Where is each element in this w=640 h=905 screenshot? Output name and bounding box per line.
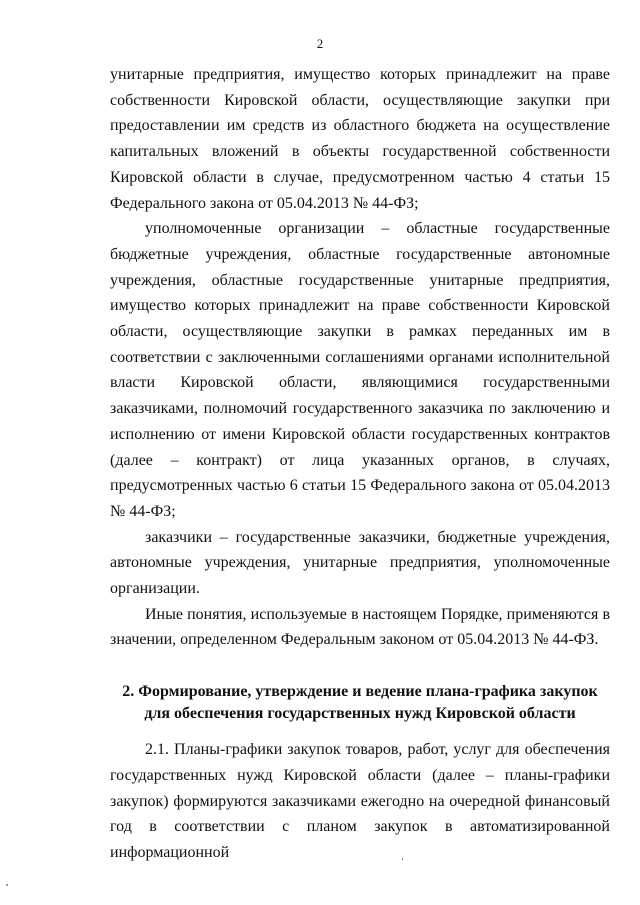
paragraph-2-1: 2.1. Планы-графики закупок товаров, работ, услуг для обеспечения государственных нужд Кировской области (далее – планы-графики закупок) формируются заказчиками ежегодно на очередной финансовый год в соответствии с планом закупок в автоматизированной информационной: [110, 741, 610, 861]
paragraph-customers: заказчики – государственные заказчики, бюджетные учреждения, автономные учреждения, унитарные предприятия, уполномоченные организации.: [110, 528, 610, 598]
heading-spacer: [110, 725, 610, 737]
section-heading-line-1: 2. Формирование, утверждение и ведение плана-графика закупок: [122, 683, 598, 701]
scan-speck: [402, 858, 403, 860]
page-number: 2: [316, 36, 324, 51]
document-body: [110, 62, 610, 866]
section-heading-line-2: для обеспечения государственных нужд Кировской области: [144, 705, 576, 723]
section-spacer: [110, 653, 610, 681]
paragraph-authorized-organizations: уполномоченные организации – областные государственные бюджетные учреждения, областные государственные автономные учреждения, областные государственные унитарные предприятия, имущество которых принадлежит на праве собственности Кировской области, осуществляющие закупки в рамках переданных им в соответствии с заключенными соглашениями органами исполнительной власти Кировской области, являющимися государственными заказчиками, полномочий государственного заказчика по заключению и исполнению от имени Кировской области государственных контрактов (далее – контракт) от лица указанных органов, в случаях, предусмотренных частью 6 статьи 15 Федерального закона от 05.04.2013 № 44-ФЗ;: [110, 220, 610, 520]
paragraph-unitary-enterprises: унитарные предприятия, имущество которых принадлежит на праве собственности Кировской области, осуществляющие закупки при предоставлении им средств из областного бюджета на осуществление капитальных вложений в объекты государственной собственности Кировской области в случае, предусмотренном частью 4 статьи 15 Федерального закона от 05.04.2013 № 44-ФЗ;: [110, 66, 610, 212]
paragraph-other-terms: Иные понятия, используемые в настоящем Порядке, применяются в значении, определенном Федеральным законом от 05.04.2013 № 44-ФЗ.: [110, 605, 610, 649]
scan-speck: [6, 884, 8, 886]
